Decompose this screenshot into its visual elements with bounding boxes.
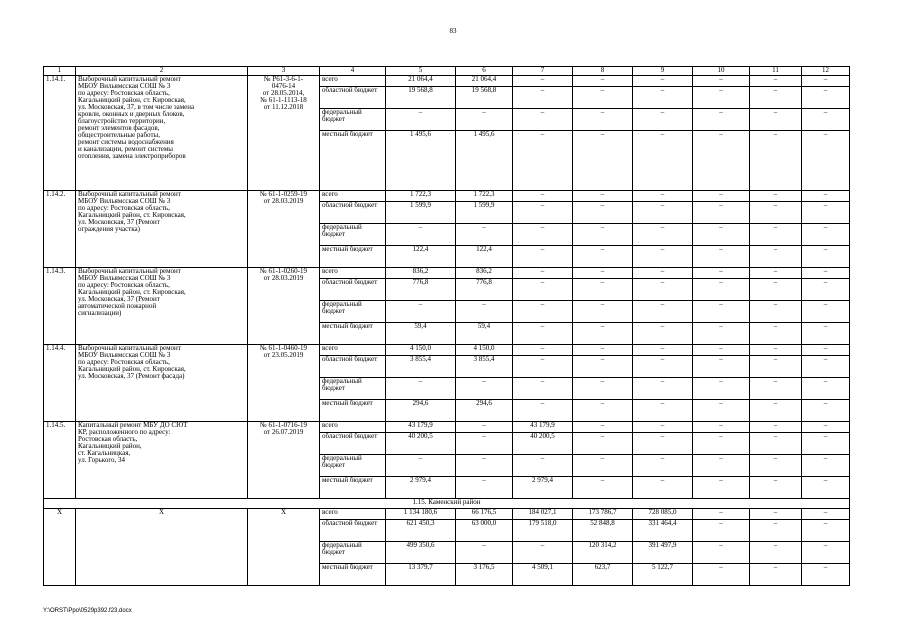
value-cell: – bbox=[633, 477, 693, 499]
value-cell: 66 176,5 bbox=[456, 509, 513, 520]
item-number: 1.14.3. bbox=[44, 268, 76, 345]
value-cell: – bbox=[513, 87, 573, 109]
budget-label: местный бюджет bbox=[320, 323, 386, 345]
summary-marker: Х bbox=[44, 509, 76, 586]
value-cell: – bbox=[633, 224, 693, 246]
value-cell: – bbox=[456, 378, 513, 400]
header-cell: 3 bbox=[248, 67, 320, 76]
value-cell: – bbox=[573, 356, 633, 378]
item-name: Выборочный капитальный ремонт МБОУ Вильямсская СОШ № 3 по адресу: Ростовская область, Кагальницкий район, ст. Кировская, ул. Московская, 37, в том числе замена кровли, оконных и дверных блоков, благоустройство территории, ремонт элементов фасадов, общестроительные работы, ремонт системы водоснабжения и канализации, ремонт системы отопления, замена электроприборов bbox=[76, 76, 248, 191]
value-cell: – bbox=[750, 455, 802, 477]
value-cell: – bbox=[693, 76, 750, 87]
budget-label: всего bbox=[320, 191, 386, 202]
table-row bbox=[44, 345, 850, 356]
value-cell: – bbox=[573, 345, 633, 356]
value-cell: – bbox=[456, 109, 513, 131]
value-cell: – bbox=[573, 279, 633, 301]
value-cell: – bbox=[386, 301, 456, 323]
value-cell: – bbox=[573, 191, 633, 202]
value-cell: – bbox=[802, 433, 850, 455]
value-cell: 1 722,3 bbox=[386, 191, 456, 202]
value-cell: 1 599,9 bbox=[456, 202, 513, 224]
value-cell: – bbox=[802, 356, 850, 378]
value-cell: – bbox=[750, 520, 802, 542]
value-cell: – bbox=[633, 131, 693, 191]
item-number: 1.14.4. bbox=[44, 345, 76, 422]
value-cell: – bbox=[750, 542, 802, 564]
value-cell: – bbox=[693, 378, 750, 400]
value-cell: – bbox=[386, 455, 456, 477]
budget-label: областной бюджет bbox=[320, 87, 386, 109]
budget-label: федеральный бюджет bbox=[320, 378, 386, 400]
header-cell: 10 bbox=[693, 67, 750, 76]
value-cell: 4 509,1 bbox=[513, 564, 573, 586]
value-cell: 59,4 bbox=[456, 323, 513, 345]
value-cell: – bbox=[693, 509, 750, 520]
value-cell: 621 450,3 bbox=[386, 520, 456, 542]
value-cell: – bbox=[633, 455, 693, 477]
value-cell: – bbox=[513, 356, 573, 378]
budget-label: федеральный бюджет bbox=[320, 109, 386, 131]
item-document: № 61-1-0716-19 от 26.07.2019 bbox=[248, 422, 320, 499]
value-cell: 331 464,4 bbox=[633, 520, 693, 542]
value-cell: – bbox=[633, 246, 693, 268]
value-cell: – bbox=[802, 520, 850, 542]
value-cell: – bbox=[693, 345, 750, 356]
value-cell: – bbox=[802, 323, 850, 345]
value-cell: – bbox=[513, 109, 573, 131]
item-name: Выборочный капитальный ремонт МБОУ Вильямсская СОШ № 3 по адресу: Ростовская область, Кагальницкий район, ст. Кировская, ул. Московская, 37 (Ремонт ограждения участка) bbox=[76, 191, 248, 268]
budget-label: областной бюджет bbox=[320, 520, 386, 542]
value-cell: – bbox=[693, 356, 750, 378]
value-cell: – bbox=[802, 268, 850, 279]
value-cell: – bbox=[386, 378, 456, 400]
value-cell: – bbox=[386, 109, 456, 131]
value-cell: – bbox=[513, 76, 573, 87]
value-cell: – bbox=[750, 87, 802, 109]
value-cell: 776,8 bbox=[456, 279, 513, 301]
value-cell: – bbox=[456, 542, 513, 564]
value-cell: – bbox=[633, 268, 693, 279]
value-cell: – bbox=[750, 131, 802, 191]
value-cell: – bbox=[513, 345, 573, 356]
value-cell: – bbox=[750, 564, 802, 586]
value-cell: – bbox=[802, 279, 850, 301]
value-cell: – bbox=[802, 76, 850, 87]
value-cell: – bbox=[573, 301, 633, 323]
value-cell: – bbox=[513, 131, 573, 191]
header-cell: 7 bbox=[513, 67, 573, 76]
value-cell: – bbox=[456, 477, 513, 499]
value-cell: – bbox=[573, 224, 633, 246]
value-cell: – bbox=[386, 224, 456, 246]
value-cell: 120 314,2 bbox=[573, 542, 633, 564]
value-cell: – bbox=[633, 422, 693, 433]
value-cell: – bbox=[750, 356, 802, 378]
value-cell: 59,4 bbox=[386, 323, 456, 345]
value-cell: – bbox=[802, 224, 850, 246]
table-row bbox=[44, 422, 850, 433]
budget-label: местный бюджет bbox=[320, 564, 386, 586]
value-cell: – bbox=[573, 109, 633, 131]
value-cell: – bbox=[456, 224, 513, 246]
value-cell: – bbox=[513, 323, 573, 345]
value-cell: – bbox=[513, 202, 573, 224]
header-cell: 4 bbox=[320, 67, 386, 76]
value-cell: 2 979,4 bbox=[386, 477, 456, 499]
value-cell: 1 599,9 bbox=[386, 202, 456, 224]
value-cell: – bbox=[693, 564, 750, 586]
value-cell: – bbox=[802, 564, 850, 586]
header-cell: 1 bbox=[44, 67, 76, 76]
value-cell: – bbox=[750, 378, 802, 400]
budget-label: всего bbox=[320, 509, 386, 520]
value-cell: – bbox=[693, 131, 750, 191]
value-cell: – bbox=[750, 345, 802, 356]
value-cell: 1 495,6 bbox=[386, 131, 456, 191]
value-cell: 1 134 180,6 bbox=[386, 509, 456, 520]
value-cell: – bbox=[456, 422, 513, 433]
value-cell: – bbox=[693, 246, 750, 268]
value-cell: – bbox=[750, 477, 802, 499]
value-cell: – bbox=[693, 87, 750, 109]
budget-label: федеральный бюджет bbox=[320, 542, 386, 564]
header-cell: 8 bbox=[573, 67, 633, 76]
value-cell: 728 085,0 bbox=[633, 509, 693, 520]
section-title: 1.15. Каменский район bbox=[44, 499, 850, 509]
value-cell: – bbox=[750, 509, 802, 520]
header-cell: 12 bbox=[802, 67, 850, 76]
value-cell: 21 064,4 bbox=[456, 76, 513, 87]
value-cell: – bbox=[750, 76, 802, 87]
file-path-footer: Y:\ORST\Ppo\0529p392.f23.docx bbox=[43, 608, 132, 614]
value-cell: – bbox=[693, 422, 750, 433]
budget-label: всего bbox=[320, 76, 386, 87]
item-document: № 61-1-0460-19 от 23.05.2019 bbox=[248, 345, 320, 422]
value-cell: – bbox=[633, 202, 693, 224]
value-cell: 499 350,6 bbox=[386, 542, 456, 564]
value-cell: – bbox=[573, 268, 633, 279]
value-cell: – bbox=[513, 400, 573, 422]
value-cell: 836,2 bbox=[456, 268, 513, 279]
value-cell: – bbox=[750, 224, 802, 246]
value-cell: – bbox=[513, 246, 573, 268]
value-cell: – bbox=[573, 455, 633, 477]
value-cell: – bbox=[802, 542, 850, 564]
value-cell: – bbox=[693, 477, 750, 499]
value-cell: – bbox=[573, 433, 633, 455]
value-cell: – bbox=[513, 301, 573, 323]
value-cell: – bbox=[802, 202, 850, 224]
header-cell: 9 bbox=[633, 67, 693, 76]
value-cell: 776,8 bbox=[386, 279, 456, 301]
value-cell: – bbox=[750, 202, 802, 224]
value-cell: – bbox=[750, 109, 802, 131]
value-cell: – bbox=[633, 87, 693, 109]
value-cell: 173 786,7 bbox=[573, 509, 633, 520]
value-cell: 5 122,7 bbox=[633, 564, 693, 586]
value-cell: – bbox=[513, 268, 573, 279]
value-cell: – bbox=[750, 279, 802, 301]
value-cell: 63 000,0 bbox=[456, 520, 513, 542]
budget-label: местный бюджет bbox=[320, 131, 386, 191]
value-cell: 3 176,5 bbox=[456, 564, 513, 586]
table-row bbox=[44, 191, 850, 202]
value-cell: 19 568,8 bbox=[386, 87, 456, 109]
value-cell: – bbox=[633, 378, 693, 400]
value-cell: – bbox=[750, 400, 802, 422]
value-cell: – bbox=[513, 378, 573, 400]
value-cell: 43 179,9 bbox=[386, 422, 456, 433]
value-cell: 179 518,0 bbox=[513, 520, 573, 542]
value-cell: – bbox=[802, 87, 850, 109]
value-cell: – bbox=[633, 191, 693, 202]
budget-label: федеральный бюджет bbox=[320, 455, 386, 477]
value-cell: – bbox=[633, 109, 693, 131]
item-name: Капитальный ремонт МБУ ДО СЮТ КР, расположенного по адресу: Ростовская область, Кагальницкий район, ст. Кагальницкая, ул. Горького, 34 bbox=[76, 422, 248, 499]
value-cell: – bbox=[802, 422, 850, 433]
page-number: 83 bbox=[449, 27, 457, 35]
value-cell: 391 497,9 bbox=[633, 542, 693, 564]
value-cell: – bbox=[802, 345, 850, 356]
table-row bbox=[44, 509, 850, 520]
value-cell: – bbox=[513, 542, 573, 564]
value-cell: 1 722,3 bbox=[456, 191, 513, 202]
value-cell: – bbox=[573, 76, 633, 87]
item-name: Выборочный капитальный ремонт МБОУ Вильямсская СОШ № 3 по адресу: Ростовская область, Кагальницкий район, ст. Кировская, ул. Московская, 37 (Ремонт автоматической пожарной сигнализации) bbox=[76, 268, 248, 345]
value-cell: – bbox=[693, 109, 750, 131]
budget-label: областной бюджет bbox=[320, 202, 386, 224]
budget-label: всего bbox=[320, 345, 386, 356]
value-cell: – bbox=[513, 455, 573, 477]
value-cell: 623,7 bbox=[573, 564, 633, 586]
header-cell: 5 bbox=[386, 67, 456, 76]
value-cell: – bbox=[802, 455, 850, 477]
value-cell: – bbox=[693, 323, 750, 345]
budget-label: местный бюджет bbox=[320, 400, 386, 422]
value-cell: – bbox=[802, 477, 850, 499]
value-cell: – bbox=[802, 378, 850, 400]
value-cell: – bbox=[573, 422, 633, 433]
value-cell: – bbox=[802, 191, 850, 202]
value-cell: 3 855,4 bbox=[456, 356, 513, 378]
header-cell: 2 bbox=[76, 67, 248, 76]
value-cell: 4 150,0 bbox=[456, 345, 513, 356]
value-cell: – bbox=[573, 323, 633, 345]
value-cell: 21 064,4 bbox=[386, 76, 456, 87]
value-cell: – bbox=[693, 301, 750, 323]
budget-label: всего bbox=[320, 422, 386, 433]
header-cell: 6 bbox=[456, 67, 513, 76]
value-cell: 122,4 bbox=[456, 246, 513, 268]
value-cell: – bbox=[693, 520, 750, 542]
budget-label: областной бюджет bbox=[320, 356, 386, 378]
value-cell: – bbox=[693, 542, 750, 564]
value-cell: – bbox=[573, 131, 633, 191]
value-cell: – bbox=[750, 268, 802, 279]
item-document: № 61-1-0260-19 от 28.03.2019 bbox=[248, 268, 320, 345]
value-cell: – bbox=[633, 301, 693, 323]
summary-marker: Х bbox=[248, 509, 320, 586]
budget-label: федеральный бюджет bbox=[320, 224, 386, 246]
value-cell: – bbox=[573, 400, 633, 422]
program-table bbox=[43, 66, 850, 586]
value-cell: – bbox=[513, 191, 573, 202]
value-cell: 40 200,5 bbox=[386, 433, 456, 455]
value-cell: – bbox=[633, 356, 693, 378]
value-cell: – bbox=[573, 477, 633, 499]
budget-label: местный бюджет bbox=[320, 477, 386, 499]
value-cell: 1 495,6 bbox=[456, 131, 513, 191]
value-cell: – bbox=[750, 301, 802, 323]
item-document: № Р61-3-6-1- 0476-14 от 28.05.2014, № 61-1-1113-18 от 11.12.2018 bbox=[248, 76, 320, 191]
value-cell: – bbox=[633, 323, 693, 345]
value-cell: 836,2 bbox=[386, 268, 456, 279]
section-row bbox=[44, 499, 850, 509]
value-cell: – bbox=[802, 131, 850, 191]
value-cell: 43 179,9 bbox=[513, 422, 573, 433]
value-cell: 294,6 bbox=[456, 400, 513, 422]
item-number: 1.14.2. bbox=[44, 191, 76, 268]
header-cell: 11 bbox=[750, 67, 802, 76]
value-cell: – bbox=[802, 109, 850, 131]
value-cell: – bbox=[693, 433, 750, 455]
table-row bbox=[44, 76, 850, 87]
budget-label: всего bbox=[320, 268, 386, 279]
budget-label: местный бюджет bbox=[320, 246, 386, 268]
value-cell: – bbox=[456, 433, 513, 455]
item-name: Выборочный капитальный ремонт МБОУ Вильямсская СОШ № 3 по адресу: Ростовская область, Кагальницкий район, ст. Кировская, ул. Московская, 37 (Ремонт фасада) bbox=[76, 345, 248, 422]
value-cell: – bbox=[456, 301, 513, 323]
value-cell: – bbox=[513, 279, 573, 301]
item-document: № 61-1-0259-19 от 28.03.2019 bbox=[248, 191, 320, 268]
value-cell: – bbox=[693, 224, 750, 246]
value-cell: 13 379,7 bbox=[386, 564, 456, 586]
value-cell: 52 848,8 bbox=[573, 520, 633, 542]
budget-label: областной бюджет bbox=[320, 433, 386, 455]
value-cell: 184 027,1 bbox=[513, 509, 573, 520]
value-cell: – bbox=[802, 509, 850, 520]
value-cell: – bbox=[693, 202, 750, 224]
value-cell: – bbox=[573, 87, 633, 109]
value-cell: 294,6 bbox=[386, 400, 456, 422]
item-number: 1.14.1. bbox=[44, 76, 76, 191]
value-cell: – bbox=[750, 191, 802, 202]
value-cell: 122,4 bbox=[386, 246, 456, 268]
value-cell: – bbox=[693, 455, 750, 477]
budget-label: федеральный бюджет bbox=[320, 301, 386, 323]
value-cell: – bbox=[513, 224, 573, 246]
value-cell: 2 979,4 bbox=[513, 477, 573, 499]
value-cell: – bbox=[802, 301, 850, 323]
value-cell: – bbox=[573, 246, 633, 268]
summary-marker: Х bbox=[76, 509, 248, 586]
value-cell: – bbox=[750, 246, 802, 268]
value-cell: – bbox=[750, 323, 802, 345]
value-cell: – bbox=[802, 400, 850, 422]
value-cell: 4 150,0 bbox=[386, 345, 456, 356]
value-cell: 3 855,4 bbox=[386, 356, 456, 378]
value-cell: – bbox=[693, 400, 750, 422]
budget-label: областной бюджет bbox=[320, 279, 386, 301]
value-cell: – bbox=[573, 202, 633, 224]
value-cell: – bbox=[693, 191, 750, 202]
value-cell: – bbox=[802, 246, 850, 268]
value-cell: 40 200,5 bbox=[513, 433, 573, 455]
value-cell: – bbox=[633, 400, 693, 422]
value-cell: 19 568,8 bbox=[456, 87, 513, 109]
value-cell: – bbox=[573, 378, 633, 400]
value-cell: – bbox=[693, 268, 750, 279]
value-cell: – bbox=[633, 433, 693, 455]
value-cell: – bbox=[633, 279, 693, 301]
item-number: 1.14.5. bbox=[44, 422, 76, 499]
value-cell: – bbox=[693, 279, 750, 301]
table-body bbox=[44, 67, 850, 586]
value-cell: – bbox=[633, 345, 693, 356]
value-cell: – bbox=[750, 433, 802, 455]
header-row bbox=[44, 67, 850, 76]
value-cell: – bbox=[456, 455, 513, 477]
table-row bbox=[44, 268, 850, 279]
value-cell: – bbox=[633, 76, 693, 87]
value-cell: – bbox=[750, 422, 802, 433]
